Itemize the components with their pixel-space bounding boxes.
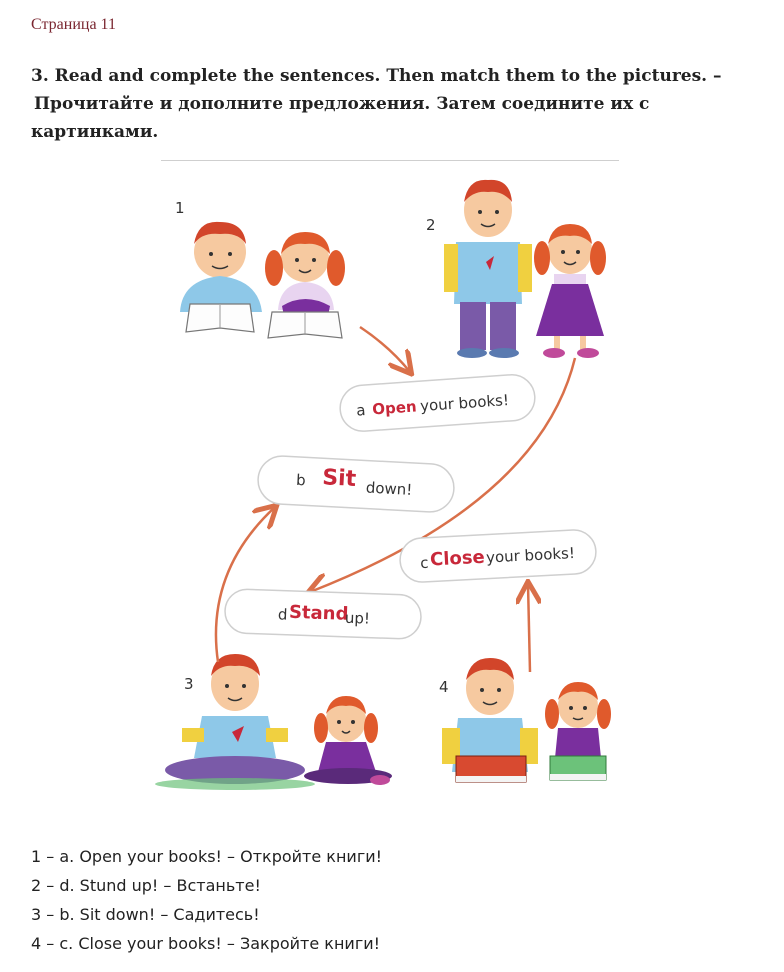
picture-2-girl-standing bbox=[534, 224, 606, 358]
sentence-bubble-c bbox=[399, 529, 597, 583]
sentence-bubble-a bbox=[339, 373, 537, 432]
task-heading-line-1: 3. Read and complete the sentences. Then match them to the pictures. – bbox=[31, 66, 722, 86]
bubble-a-rest: your books! bbox=[419, 391, 510, 416]
exercise-illustration bbox=[150, 172, 630, 812]
picture-1-girl-reading bbox=[265, 232, 345, 338]
task-heading-line-2: Прочитайте и дополните предложения. Затем соедините их с bbox=[34, 94, 650, 114]
bubble-c-rest: your books! bbox=[485, 543, 576, 567]
answer-item-4: 4 – c. Close your books! – Закройте книги! bbox=[31, 934, 381, 953]
bubble-d-word: Stand bbox=[288, 601, 349, 625]
bubble-c-word: Close bbox=[429, 546, 486, 571]
picture-number-1: 1 bbox=[175, 199, 185, 217]
picture-4-boy-closing-book bbox=[442, 658, 538, 782]
arrow-picture-4-to-c bbox=[528, 584, 530, 672]
bubble-b-letter: b bbox=[295, 470, 307, 490]
sentence-bubble-d bbox=[224, 589, 421, 640]
sentence-bubble-b bbox=[257, 455, 455, 513]
picture-3-girl-sitting bbox=[304, 696, 392, 785]
answer-item-3: 3 – b. Sit down! – Садитесь! bbox=[31, 905, 260, 924]
picture-number-2: 2 bbox=[426, 216, 436, 234]
picture-4-girl-closing-book bbox=[545, 682, 611, 780]
picture-number-3: 3 bbox=[184, 675, 194, 693]
bubble-b-word: Sit bbox=[321, 465, 357, 492]
picture-1-boy-reading bbox=[180, 222, 262, 332]
divider bbox=[161, 160, 619, 161]
bubble-b-rest: down! bbox=[365, 478, 413, 499]
picture-3-boy-sitting bbox=[155, 654, 315, 790]
picture-2-boy-standing bbox=[444, 180, 532, 358]
bubble-d-letter: d bbox=[277, 605, 288, 624]
arrow-picture-1-to-a bbox=[360, 327, 410, 372]
arrow-picture-3-to-b bbox=[216, 507, 275, 662]
answer-item-2: 2 – d. Stund up! – Встаньте! bbox=[31, 876, 261, 895]
bubble-a-letter: a bbox=[355, 401, 367, 420]
page-label: Страница 11 bbox=[31, 16, 116, 33]
bubble-c-letter: c bbox=[419, 553, 429, 573]
picture-number-4: 4 bbox=[439, 678, 449, 696]
task-heading-line-3: картинками. bbox=[31, 122, 159, 142]
answer-list bbox=[31, 842, 382, 958]
answer-item-1: 1 – a. Open your books! – Откройте книги! bbox=[31, 847, 383, 866]
bubble-d-rest: up! bbox=[344, 608, 371, 628]
task-heading bbox=[31, 62, 731, 146]
bubble-a-word: Open bbox=[371, 397, 418, 419]
